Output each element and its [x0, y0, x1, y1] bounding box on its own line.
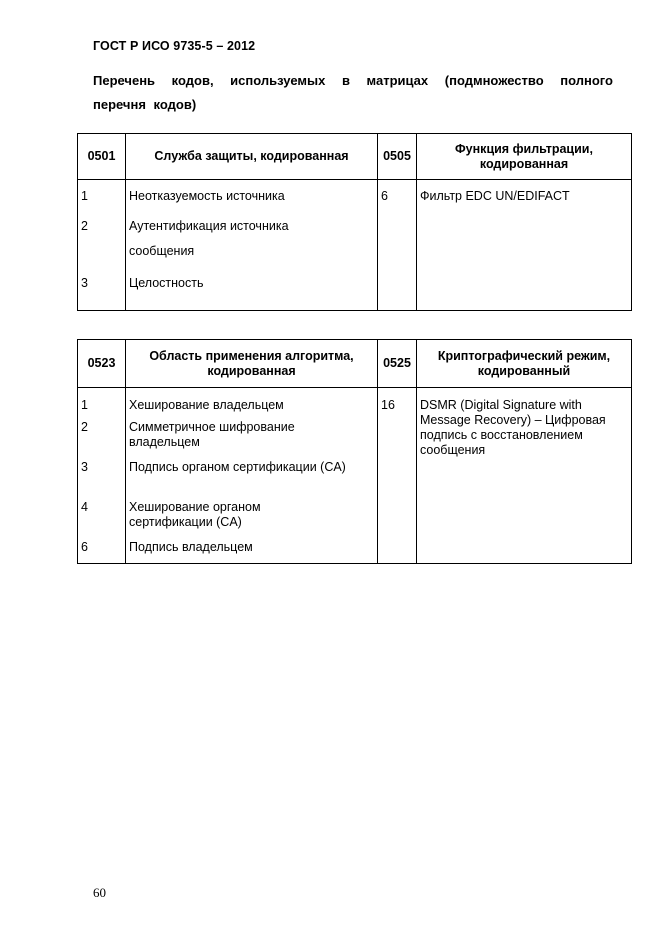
table-cell: Хеширование владельцем — [129, 398, 284, 412]
code-header: 0505 — [378, 134, 417, 180]
code-header: 0523 — [78, 340, 126, 388]
table-cell: 1 — [81, 189, 88, 203]
code-column — [378, 388, 417, 564]
name-header: Криптографический режим, кодированный — [417, 340, 632, 388]
table-cell: Неотказуемость источника — [129, 189, 285, 203]
security-service-table — [77, 133, 632, 311]
algorithm-usage-table — [77, 339, 632, 564]
table-cell: Фильтр EDC UN/EDIFACT — [420, 189, 570, 203]
table-cell: 3 — [81, 276, 88, 290]
table-cell: Подпись органом сертификации (CA) — [129, 460, 346, 474]
description-column — [417, 180, 632, 311]
table-header-row — [78, 340, 632, 388]
table-cell: 3 — [81, 460, 88, 474]
table-cell: 2 — [81, 420, 88, 434]
table-body-row — [78, 388, 632, 564]
table-cell: DSMR (Digital Signature with Message Recovery) – Цифровая подпись с восстановлением сообщения — [420, 398, 606, 457]
table-cell: 1 — [81, 398, 88, 412]
table-header-row — [78, 134, 632, 180]
table-cell: Хеширование органом сертификации (CA) — [129, 500, 261, 529]
table-cell: Подпись владельцем — [129, 540, 253, 554]
table-cell: 4 — [81, 500, 88, 514]
name-header: Функция фильтрации, кодированная — [417, 134, 632, 180]
name-header: Область применения алгоритма, кодированная — [126, 340, 378, 388]
description-column — [126, 388, 378, 564]
table-body-row — [78, 180, 632, 311]
table-cell: Целостность — [129, 276, 204, 290]
code-column — [78, 180, 126, 311]
name-header: Служба защиты, кодированная — [126, 134, 378, 180]
code-column — [378, 180, 417, 311]
page-number: 60 — [93, 885, 106, 900]
table-cell: 16 — [381, 398, 395, 412]
table-cell: 6 — [81, 540, 88, 554]
code-column — [78, 388, 126, 564]
table-cell: 6 — [381, 189, 388, 203]
code-header: 0501 — [78, 134, 126, 180]
description-column — [126, 180, 378, 311]
description-column — [417, 388, 632, 564]
table-cell: Симметричное шифрование владельцем — [129, 420, 295, 449]
table-cell: Аутентификация источника сообщения — [129, 219, 289, 258]
standard-designation: ГОСТ Р ИСО 9735-5 – 2012 — [93, 39, 256, 53]
table-cell: 2 — [81, 219, 88, 233]
code-header: 0525 — [378, 340, 417, 388]
code-list-heading: Перечень кодов, используемых в матрицах (подмножество полного перечня кодов) — [93, 73, 613, 112]
